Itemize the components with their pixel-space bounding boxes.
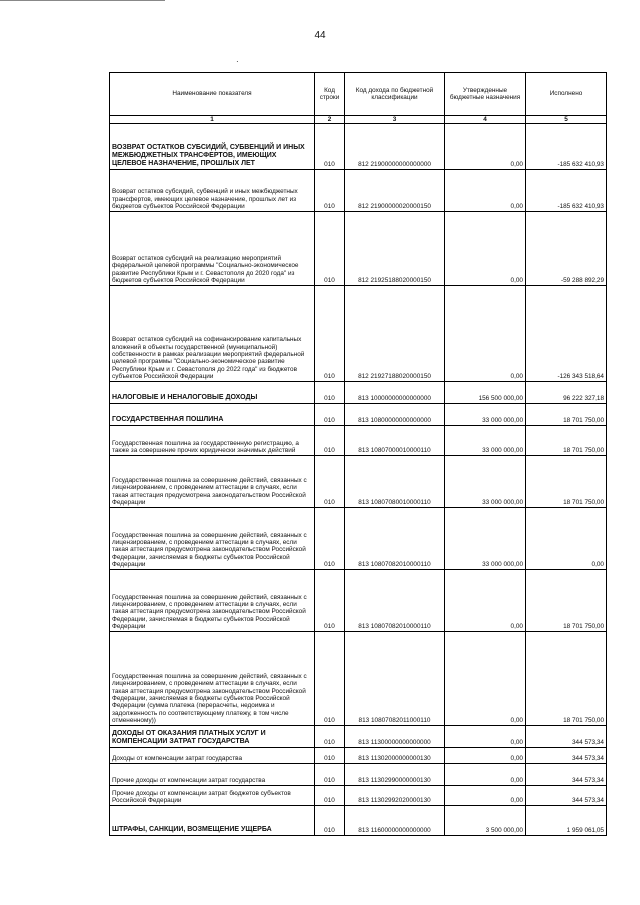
top-rule [0, 0, 165, 1]
row-line-code: 010 [315, 786, 345, 806]
row-executed: 344 573,34 [526, 748, 607, 764]
row-name: Возврат остатков субсидий на софинансирование капитальных вложений в объекты государственной (муниципальной) собственности в рамках реализации мероприятий федеральной целевой программы "Социально-экономическое развитие Республики Крым и г. Севастополя до 2022 года" из бюджетов субъектов Российской Федерации [110, 286, 315, 382]
header-line-code: Код строки [315, 73, 345, 116]
row-revenue-code: 813 11300000000000000 [345, 726, 445, 748]
column-number: 1 [110, 116, 315, 124]
row-revenue-code: 813 11302000000000130 [345, 748, 445, 764]
column-number: 3 [345, 116, 445, 124]
row-name: ДОХОДЫ ОТ ОКАЗАНИЯ ПЛАТНЫХ УСЛУГ И КОМПЕНСАЦИИ ЗАТРАТ ГОСУДАРСТВА [110, 726, 315, 748]
row-name: Государственная пошлина за совершение действий, связанных с лицензированием, с проведением аттестации в случаях, если такая аттестация предусмотрена законодательством Российской Федерации, зачисляемая в бюджеты субъектов Российской Федерации [110, 508, 315, 570]
row-line-code: 010 [315, 456, 345, 508]
row-approved: 0,00 [445, 212, 526, 286]
table-row [110, 508, 607, 570]
row-line-code: 010 [315, 748, 345, 764]
row-line-code: 010 [315, 806, 345, 836]
row-executed: -185 632 410,93 [526, 170, 607, 212]
row-revenue-code: 813 10807082010000110 [345, 570, 445, 632]
row-revenue-code: 813 11600000000000000 [345, 806, 445, 836]
row-approved: 0,00 [445, 286, 526, 382]
table-row [110, 286, 607, 382]
column-numbers-row [110, 116, 607, 124]
row-approved: 0,00 [445, 726, 526, 748]
row-executed: -185 632 410,93 [526, 124, 607, 170]
row-revenue-code: 812 21900000020000150 [345, 170, 445, 212]
row-executed: 344 573,34 [526, 764, 607, 786]
row-line-code: 010 [315, 764, 345, 786]
row-revenue-code: 813 10800000000000000 [345, 404, 445, 426]
table-row [110, 212, 607, 286]
row-name: Государственная пошлина за совершение действий, связанных с лицензированием, с проведением аттестации в случаях, если такая аттестация предусмотрена законодательством Российской Федерации, зачисляемая в бюджеты субъектов Российской Федерации (сумма платежа (перерасчеты, недоимка и задолженность по соответствующему платежу, в том числе отмененному)) [110, 632, 315, 726]
row-approved: 0,00 [445, 124, 526, 170]
row-revenue-code: 813 10807082010000110 [345, 508, 445, 570]
table-row [110, 632, 607, 726]
row-approved: 33 000 000,00 [445, 404, 526, 426]
row-approved: 0,00 [445, 170, 526, 212]
header-revenue-code: Код дохода по бюджетной классификации [345, 73, 445, 116]
row-revenue-code: 813 11302990000000130 [345, 764, 445, 786]
row-revenue-code: 813 10807082011000110 [345, 632, 445, 726]
row-name: Доходы от компенсации затрат государства [110, 748, 315, 764]
row-executed: 18 701 750,00 [526, 570, 607, 632]
row-approved: 0,00 [445, 632, 526, 726]
row-executed: 18 701 750,00 [526, 456, 607, 508]
row-name: Прочие доходы от компенсации затрат бюджетов субъектов Российской Федерации [110, 786, 315, 806]
row-line-code: 010 [315, 570, 345, 632]
header-executed: Исполнено [526, 73, 607, 116]
column-number: 5 [526, 116, 607, 124]
table-row [110, 170, 607, 212]
row-name: ШТРАФЫ, САНКЦИИ, ВОЗМЕЩЕНИЕ УЩЕРБА [110, 806, 315, 836]
table-row [110, 124, 607, 170]
row-revenue-code: 813 10000000000000000 [345, 382, 445, 404]
row-line-code: 010 [315, 726, 345, 748]
row-name: ГОСУДАРСТВЕННАЯ ПОШЛИНА [110, 404, 315, 426]
row-name: ВОЗВРАТ ОСТАТКОВ СУБСИДИЙ, СУБВЕНЦИЙ И ИНЫХ МЕЖБЮДЖЕТНЫХ ТРАНСФЕРТОВ, ИМЕЮЩИХ ЦЕЛЕВОЕ НАЗНАЧЕНИЕ, ПРОШЛЫХ ЛЕТ [110, 124, 315, 170]
row-approved: 3 500 000,00 [445, 806, 526, 836]
row-executed: 344 573,34 [526, 726, 607, 748]
row-approved: 33 000 000,00 [445, 426, 526, 456]
revenue-table [109, 72, 607, 836]
table-row [110, 570, 607, 632]
row-executed: 96 222 327,18 [526, 382, 607, 404]
row-name: Возврат остатков субсидий на реализацию мероприятий федеральной целевой программы "Социально-экономическое развитие Республики Крым и г. Севастополя до 2020 года" из бюджетов субъектов Российской Федерации [110, 212, 315, 286]
row-approved: 0,00 [445, 764, 526, 786]
row-executed: 18 701 750,00 [526, 632, 607, 726]
row-line-code: 010 [315, 170, 345, 212]
row-executed: -59 288 892,29 [526, 212, 607, 286]
row-approved: 33 000 000,00 [445, 456, 526, 508]
row-executed: -126 343 518,64 [526, 286, 607, 382]
row-line-code: 010 [315, 404, 345, 426]
row-name: Прочие доходы от компенсации затрат государства [110, 764, 315, 786]
table-row [110, 764, 607, 786]
row-revenue-code: 813 10807000010000110 [345, 426, 445, 456]
row-line-code: 010 [315, 382, 345, 404]
row-executed: 18 701 750,00 [526, 404, 607, 426]
row-executed: 1 959 061,05 [526, 806, 607, 836]
table-row [110, 748, 607, 764]
table-row [110, 456, 607, 508]
row-line-code: 010 [315, 124, 345, 170]
row-line-code: 010 [315, 426, 345, 456]
row-approved: 0,00 [445, 786, 526, 806]
row-approved: 33 000 000,00 [445, 508, 526, 570]
row-line-code: 010 [315, 632, 345, 726]
row-revenue-code: 813 10807080010000110 [345, 456, 445, 508]
row-name: Государственная пошлина за совершение действий, связанных с лицензированием, с проведением аттестации в случаях, если такая аттестация предусмотрена законодательством Российской Федерации [110, 456, 315, 508]
row-approved: 0,00 [445, 570, 526, 632]
row-executed: 18 701 750,00 [526, 426, 607, 456]
row-revenue-code: 813 11302992020000130 [345, 786, 445, 806]
row-revenue-code: 812 21900000000000000 [345, 124, 445, 170]
row-line-code: 010 [315, 212, 345, 286]
row-name: Возврат остатков субсидий, субвенций и иных межбюджетных трансфертов, имеющих целевое назначение, прошлых лет из бюджетов субъектов Российской Федерации [110, 170, 315, 212]
row-approved: 0,00 [445, 748, 526, 764]
table-row [110, 404, 607, 426]
row-executed: 344 573,34 [526, 786, 607, 806]
row-name: НАЛОГОВЫЕ И НЕНАЛОГОВЫЕ ДОХОДЫ [110, 382, 315, 404]
table-header-row [110, 73, 607, 116]
header-indicator-name: Наименование показателя [110, 73, 315, 116]
table-row [110, 786, 607, 806]
row-executed: 0,00 [526, 508, 607, 570]
column-number: 4 [445, 116, 526, 124]
header-approved: Утвержденные бюджетные назначения [445, 73, 526, 116]
table-row [110, 382, 607, 404]
page-number: 44 [314, 30, 326, 41]
row-name: Государственная пошлина за государственную регистрацию, а также за совершение прочих юридически значимых действий [110, 426, 315, 456]
stray-mark: · [236, 57, 239, 66]
row-approved: 156 500 000,00 [445, 382, 526, 404]
row-line-code: 010 [315, 508, 345, 570]
column-number: 2 [315, 116, 345, 124]
row-revenue-code: 812 21925188020000150 [345, 212, 445, 286]
row-name: Государственная пошлина за совершение действий, связанных с лицензированием, с проведением аттестации в случаях, если такая аттестация предусмотрена законодательством Российской Федерации, зачисляемая в бюджеты субъектов Российской Федерации [110, 570, 315, 632]
row-line-code: 010 [315, 286, 345, 382]
table-row [110, 426, 607, 456]
row-revenue-code: 812 21927188020000150 [345, 286, 445, 382]
table-row [110, 726, 607, 748]
table-row [110, 806, 607, 836]
